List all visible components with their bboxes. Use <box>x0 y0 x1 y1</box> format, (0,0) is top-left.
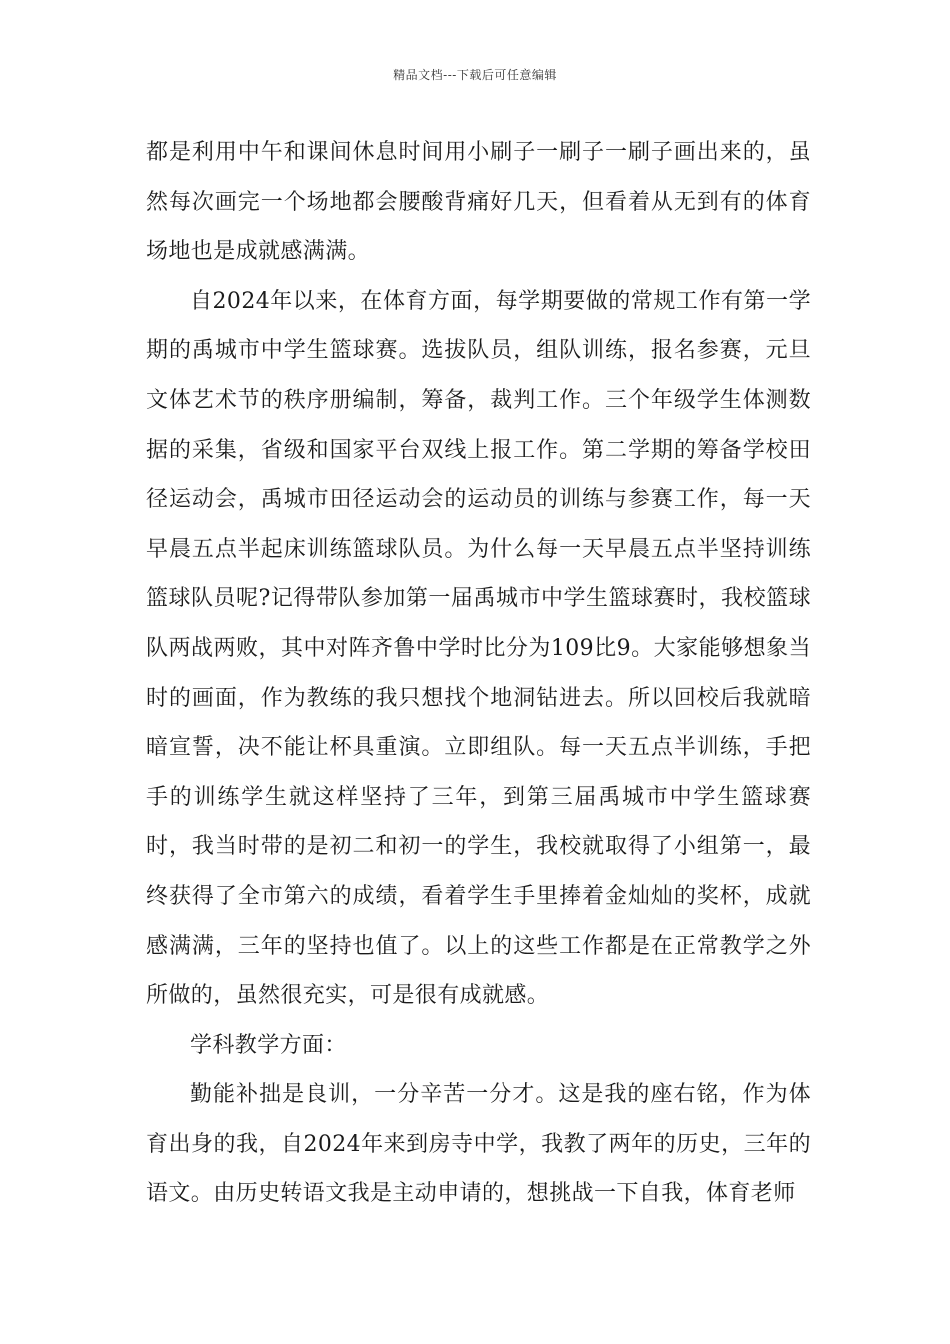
paragraph-sports-work: 自2024年以来，在体育方面，每学期要做的常规工作有第一学期的禹城市中学生篮球赛。选拔队员，组队训练，报名参赛，元旦文体艺术节的秩序册编制，筹备，裁判工作。三个年级学生体测数据的采集，省级和国家平台双线上报工作。第二学期的筹备学校田径运动会，禹城市田径运动会的运动员的训练与参赛工作，每一天早晨五点半起床训练篮球队员。为什么每一天早晨五点半坚持训练篮球队员呢?记得带队参加第一届禹城市中学生篮球赛时，我校篮球队两战两败，其中对阵齐鲁中学时比分为109比9。大家能够想象当时的画面，作为教练的我只想找个地洞钻进去。所以回校后我就暗暗宣誓，决不能让杯具重演。立即组队。每一天五点半训练，手把手的训练学生就这样坚持了三年，到第三届禹城市中学生篮球赛时，我当时带的是初二和初一的学生，我校就取得了小组第一，最终获得了全市第六的成绩，看着学生手里捧着金灿灿的奖杯，成就感满满，三年的坚持也值了。以上的这些工作都是在正常教学之外所做的，虽然很充实，可是很有成就感。 <box>146 288 811 1009</box>
document-body <box>146 128 811 1219</box>
section-heading-teaching: 学科教学方面： <box>190 1032 347 1058</box>
page-header: 精品文档---下载后可任意编辑 <box>393 68 557 82</box>
paragraph-continuation: 都是利用中午和课间休息时间用小刷子一刷子一刷子画出来的，虽然每次画完一个场地都会腰酸背痛好几天，但看着从无到有的体育场地也是成就感满满。 <box>146 140 811 265</box>
paragraph-teaching: 勤能补拙是良训，一分辛苦一分才。这是我的座右铭，作为体育出身的我，自2024年来到房寺中学，我教了两年的历史，三年的语文。由历史转语文我是主动申请的，想挑战一下自我，体育老师 <box>146 1082 811 1207</box>
